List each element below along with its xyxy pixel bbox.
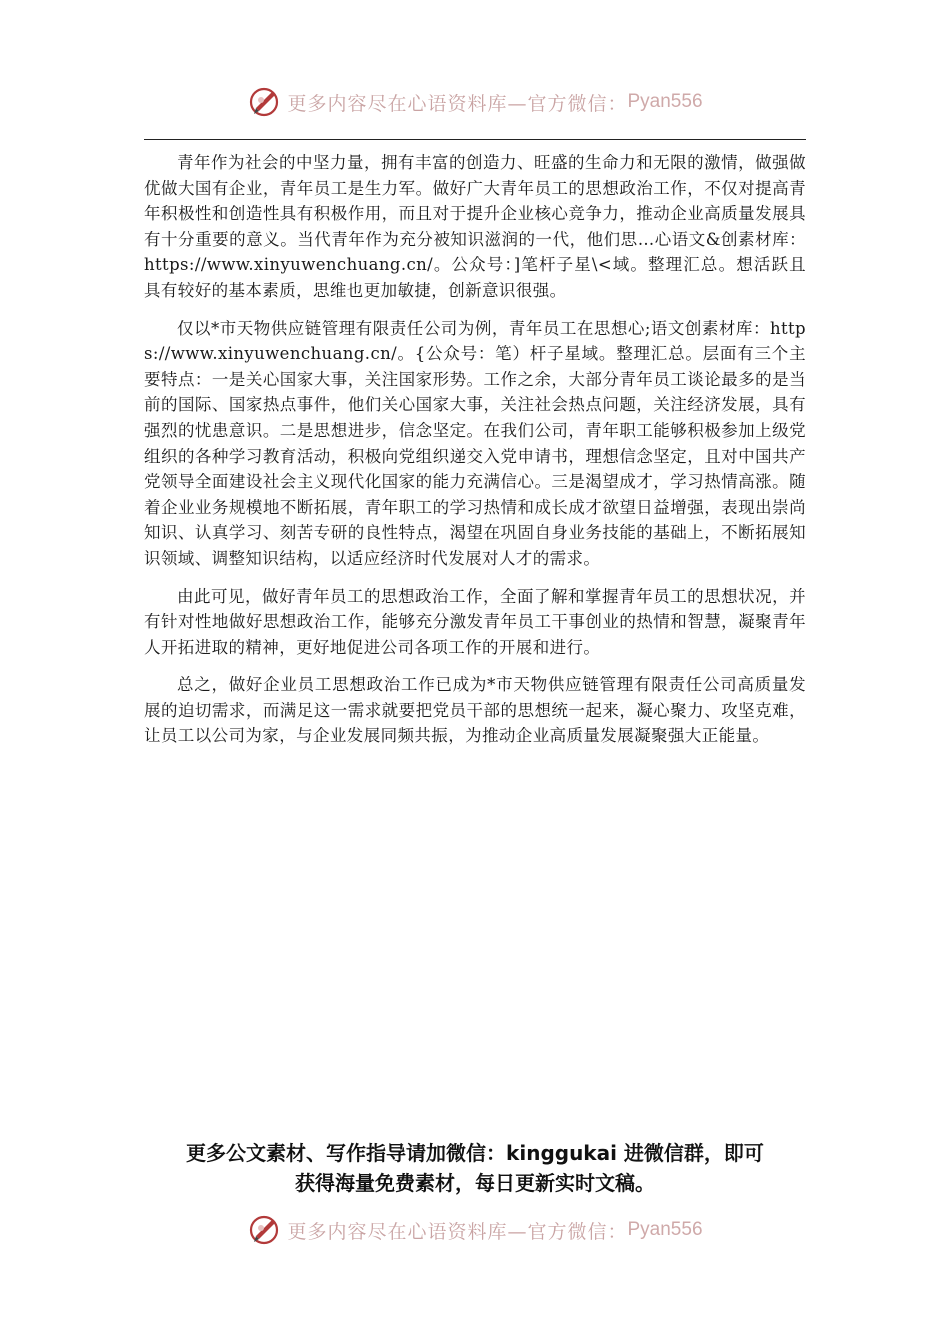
header-banner-text: 更多内容尽在心语资料库—官方微信： xyxy=(287,92,628,115)
footer-notice xyxy=(144,1138,806,1198)
logo-icon xyxy=(247,84,283,120)
paragraph: 青年作为社会的中坚力量，拥有丰富的创造力、旺盛的生命力和无限的激情，做强做优做大国有企业，青年员工是生力军。做好广大青年员工的思想政治工作，不仅对提高青年积极性和创造性具有积极作用，而且对于提升企业核心竞争力，推动企业高质量发展具有十分重要的意义。当代青年作为充分被知识滋润的一代，他们思…心语文&创素材库：https://www.xinyuwenchuang.cn/。公众号：]笔杆子星\<域。整理汇总。想活跃且具有较好的基本素质，思维也更加敏捷，创新意识很强。 xyxy=(144,153,806,300)
paragraph: 仅以*市天物供应链管理有限责任公司为例，青年员工在思想心;语文创素材库：https://www.xinyuwenchuang.cn/。{公众号：笔）杆子星域。整理汇总。层面有三个主要特点：一是关心国家大事，关注国家形势。工作之余，大部分青年员工谈论最多的是当前的国际、国家热点事件，他们关心国家大事，关注社会热点问题，关注经济发展，具有强烈的忧患意识。二是思想进步，信念坚定。在我们公司，青年职工能够积极参加上级党组织的各种学习教育活动，积极向党组织递交入党申请书，理想信念坚定，且对中国共产党领导全面建设社会主义现代化国家的能力充满信心。三是渴望成才，学习热情高涨。随着企业业务规模地不断拓展，青年职工的学习热情和成长成才欲望日益增强，表现出崇尚知识、认真学习、刻苦专研的良性特点，渴望在巩固自身业务技能的基础上，不断拓展知识领域、调整知识结构，以适应经济时代发展对人才的需求。 xyxy=(144,318,806,568)
footer-notice-line: 获得海量免费素材，每日更新实时文稿。 xyxy=(295,1171,655,1195)
logo-icon xyxy=(247,1212,283,1248)
header-divider xyxy=(144,139,806,140)
paragraph: 总之，做好企业员工思想政治工作已成为*市天物供应链管理有限责任公司高质量发展的迫切需求，而满足这一需求就要把党员干部的思想统一起来，凝心聚力、攻坚克难，让员工以公司为家，与企业发展同频共振，为推动企业高质量发展凝聚强大正能量。 xyxy=(144,675,806,746)
paragraph: 由此可见，做好青年员工的思想政治工作，全面了解和掌握青年员工的思想状况，并有针对性地做好思想政治工作，能够充分激发青年员工干事创业的热情和智慧，凝聚青年人开拓进取的精神，更好地促进公司各项工作的开展和进行。 xyxy=(144,586,806,657)
footer-banner xyxy=(0,1208,950,1252)
header-banner xyxy=(0,80,950,124)
document-body xyxy=(144,150,806,761)
footer-notice-line: 更多公文素材、写作指导请加微信：kinggukai 进微信群，即可 xyxy=(186,1141,764,1165)
header-banner-id: Pyan556 xyxy=(627,91,703,112)
footer-banner-id: Pyan556 xyxy=(627,1219,703,1240)
footer-banner-text: 更多内容尽在心语资料库—官方微信： xyxy=(287,1220,628,1243)
